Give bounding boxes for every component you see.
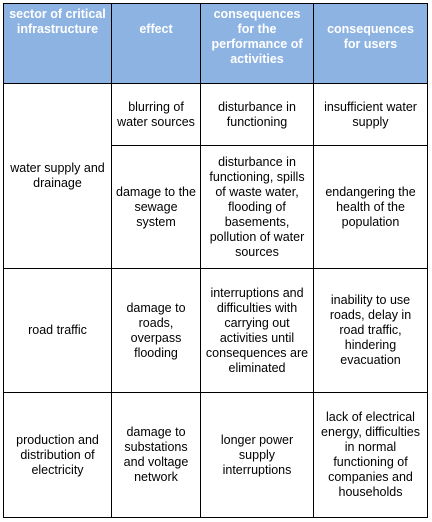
header-consequences-users: consequences for users bbox=[314, 4, 428, 84]
sector-cell-electricity: production and distribution of electricity bbox=[4, 393, 112, 518]
activities-cell: longer power supply interruptions bbox=[201, 393, 314, 518]
effect-cell: blurring of water sources bbox=[112, 84, 201, 146]
activities-cell: disturbance in functioning, spills of waste water, flooding of basements, pollution of water sources bbox=[201, 146, 314, 269]
activities-cell: disturbance in functioning bbox=[201, 84, 314, 146]
table-header bbox=[4, 4, 428, 84]
effect-cell: damage to substations and voltage network bbox=[112, 393, 201, 518]
users-cell: inability to use roads, delay in road traffic, hindering evacuation bbox=[314, 269, 428, 393]
effect-cell: damage to roads, overpass flooding bbox=[112, 269, 201, 393]
critical-infrastructure-table bbox=[3, 3, 428, 518]
users-cell: insufficient water supply bbox=[314, 84, 428, 146]
effect-cell: damage to the sewage system bbox=[112, 146, 201, 269]
table-row bbox=[4, 84, 428, 146]
sector-cell-water: water supply and drainage bbox=[4, 84, 112, 269]
table-row bbox=[4, 393, 428, 518]
users-cell: endangering the health of the population bbox=[314, 146, 428, 269]
table-row bbox=[4, 269, 428, 393]
sector-cell-road: road traffic bbox=[4, 269, 112, 393]
header-effect: effect bbox=[112, 4, 201, 84]
header-sector: sector of critical infrastructure bbox=[4, 4, 112, 84]
header-consequences-activities: consequences for the performance of activities bbox=[201, 4, 314, 84]
activities-cell: interruptions and difficulties with carrying out activities until consequences are eliminated bbox=[201, 269, 314, 393]
users-cell: lack of electrical energy, difficulties in normal functioning of companies and households bbox=[314, 393, 428, 518]
table-body bbox=[4, 84, 428, 518]
header-row bbox=[4, 4, 428, 84]
